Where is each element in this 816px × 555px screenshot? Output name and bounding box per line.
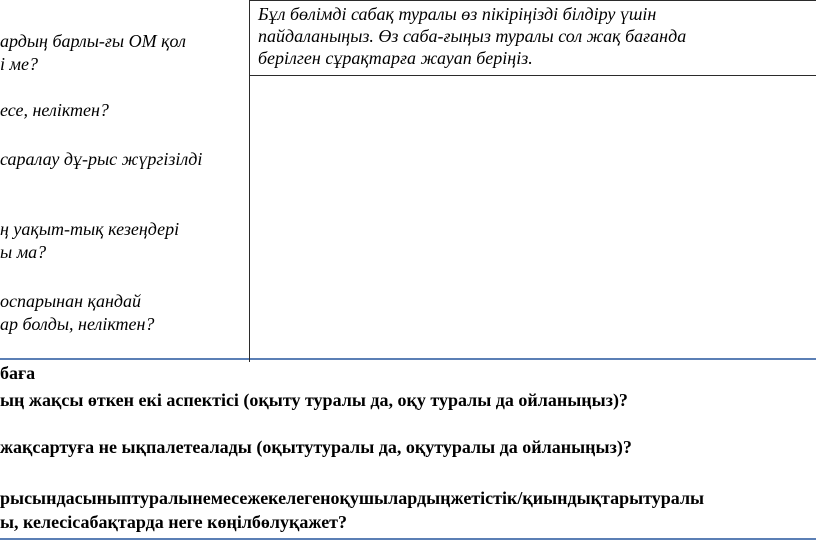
question-5-line-1: оспарынан қандай [0,291,141,311]
question-1-line-1: ардың барлы-ғы ОМ қол [0,31,186,51]
table-top-border [249,0,816,1]
instructions-line-2: пайдаланыңыз. Өз саба-ғыңыз туралы сол жақ бағанда [258,26,687,46]
question-3 [0,148,202,171]
question-4 [0,218,179,264]
evaluation-question-1: ың жақсы өткен екі аспектісі (оқыту туралы да, оқу туралы да ойланыңыз)? [0,390,628,410]
question-1-line-2: і ме? [0,54,38,74]
bottom-border [0,538,816,540]
instructions-line-3: берілген сұрақтарға жауап беріңіз. [258,48,533,68]
question-3-line-1: саралау дұ-рыс жүргізілді [0,149,203,169]
question-1 [0,30,186,76]
question-2 [0,99,109,122]
right-column-instructions [258,3,686,69]
question-4-line-1: ң уақыт-тық кезеңдері [0,219,180,239]
question-2-line-1: есе, неліктен? [0,100,109,120]
evaluation-heading: бағa [0,363,36,383]
column-divider [249,0,250,362]
question-4-line-2: ы ма? [0,242,47,262]
question-5 [0,290,154,336]
header-row-divider [249,75,816,76]
instructions-line-1: Бұл бөлімді сабақ туралы өз пікіріңізді білдіру үшін [258,4,657,24]
evaluation-question-2: жақсартуға не ықпалетеалады (оқытутуралы да, оқутуралы да ойланыңыз)? [0,437,632,457]
question-5-line-2: ар болды, неліктен? [0,314,155,334]
evaluation-question-3-line-1: рысындасыныптуралынемесежекелегеноқушылардыңжетістік/қиындықтарытуралы [0,488,705,508]
evaluation-question-3-line-2: ы, келесісабақтарда неге көңілбөлуқажет? [0,512,348,532]
